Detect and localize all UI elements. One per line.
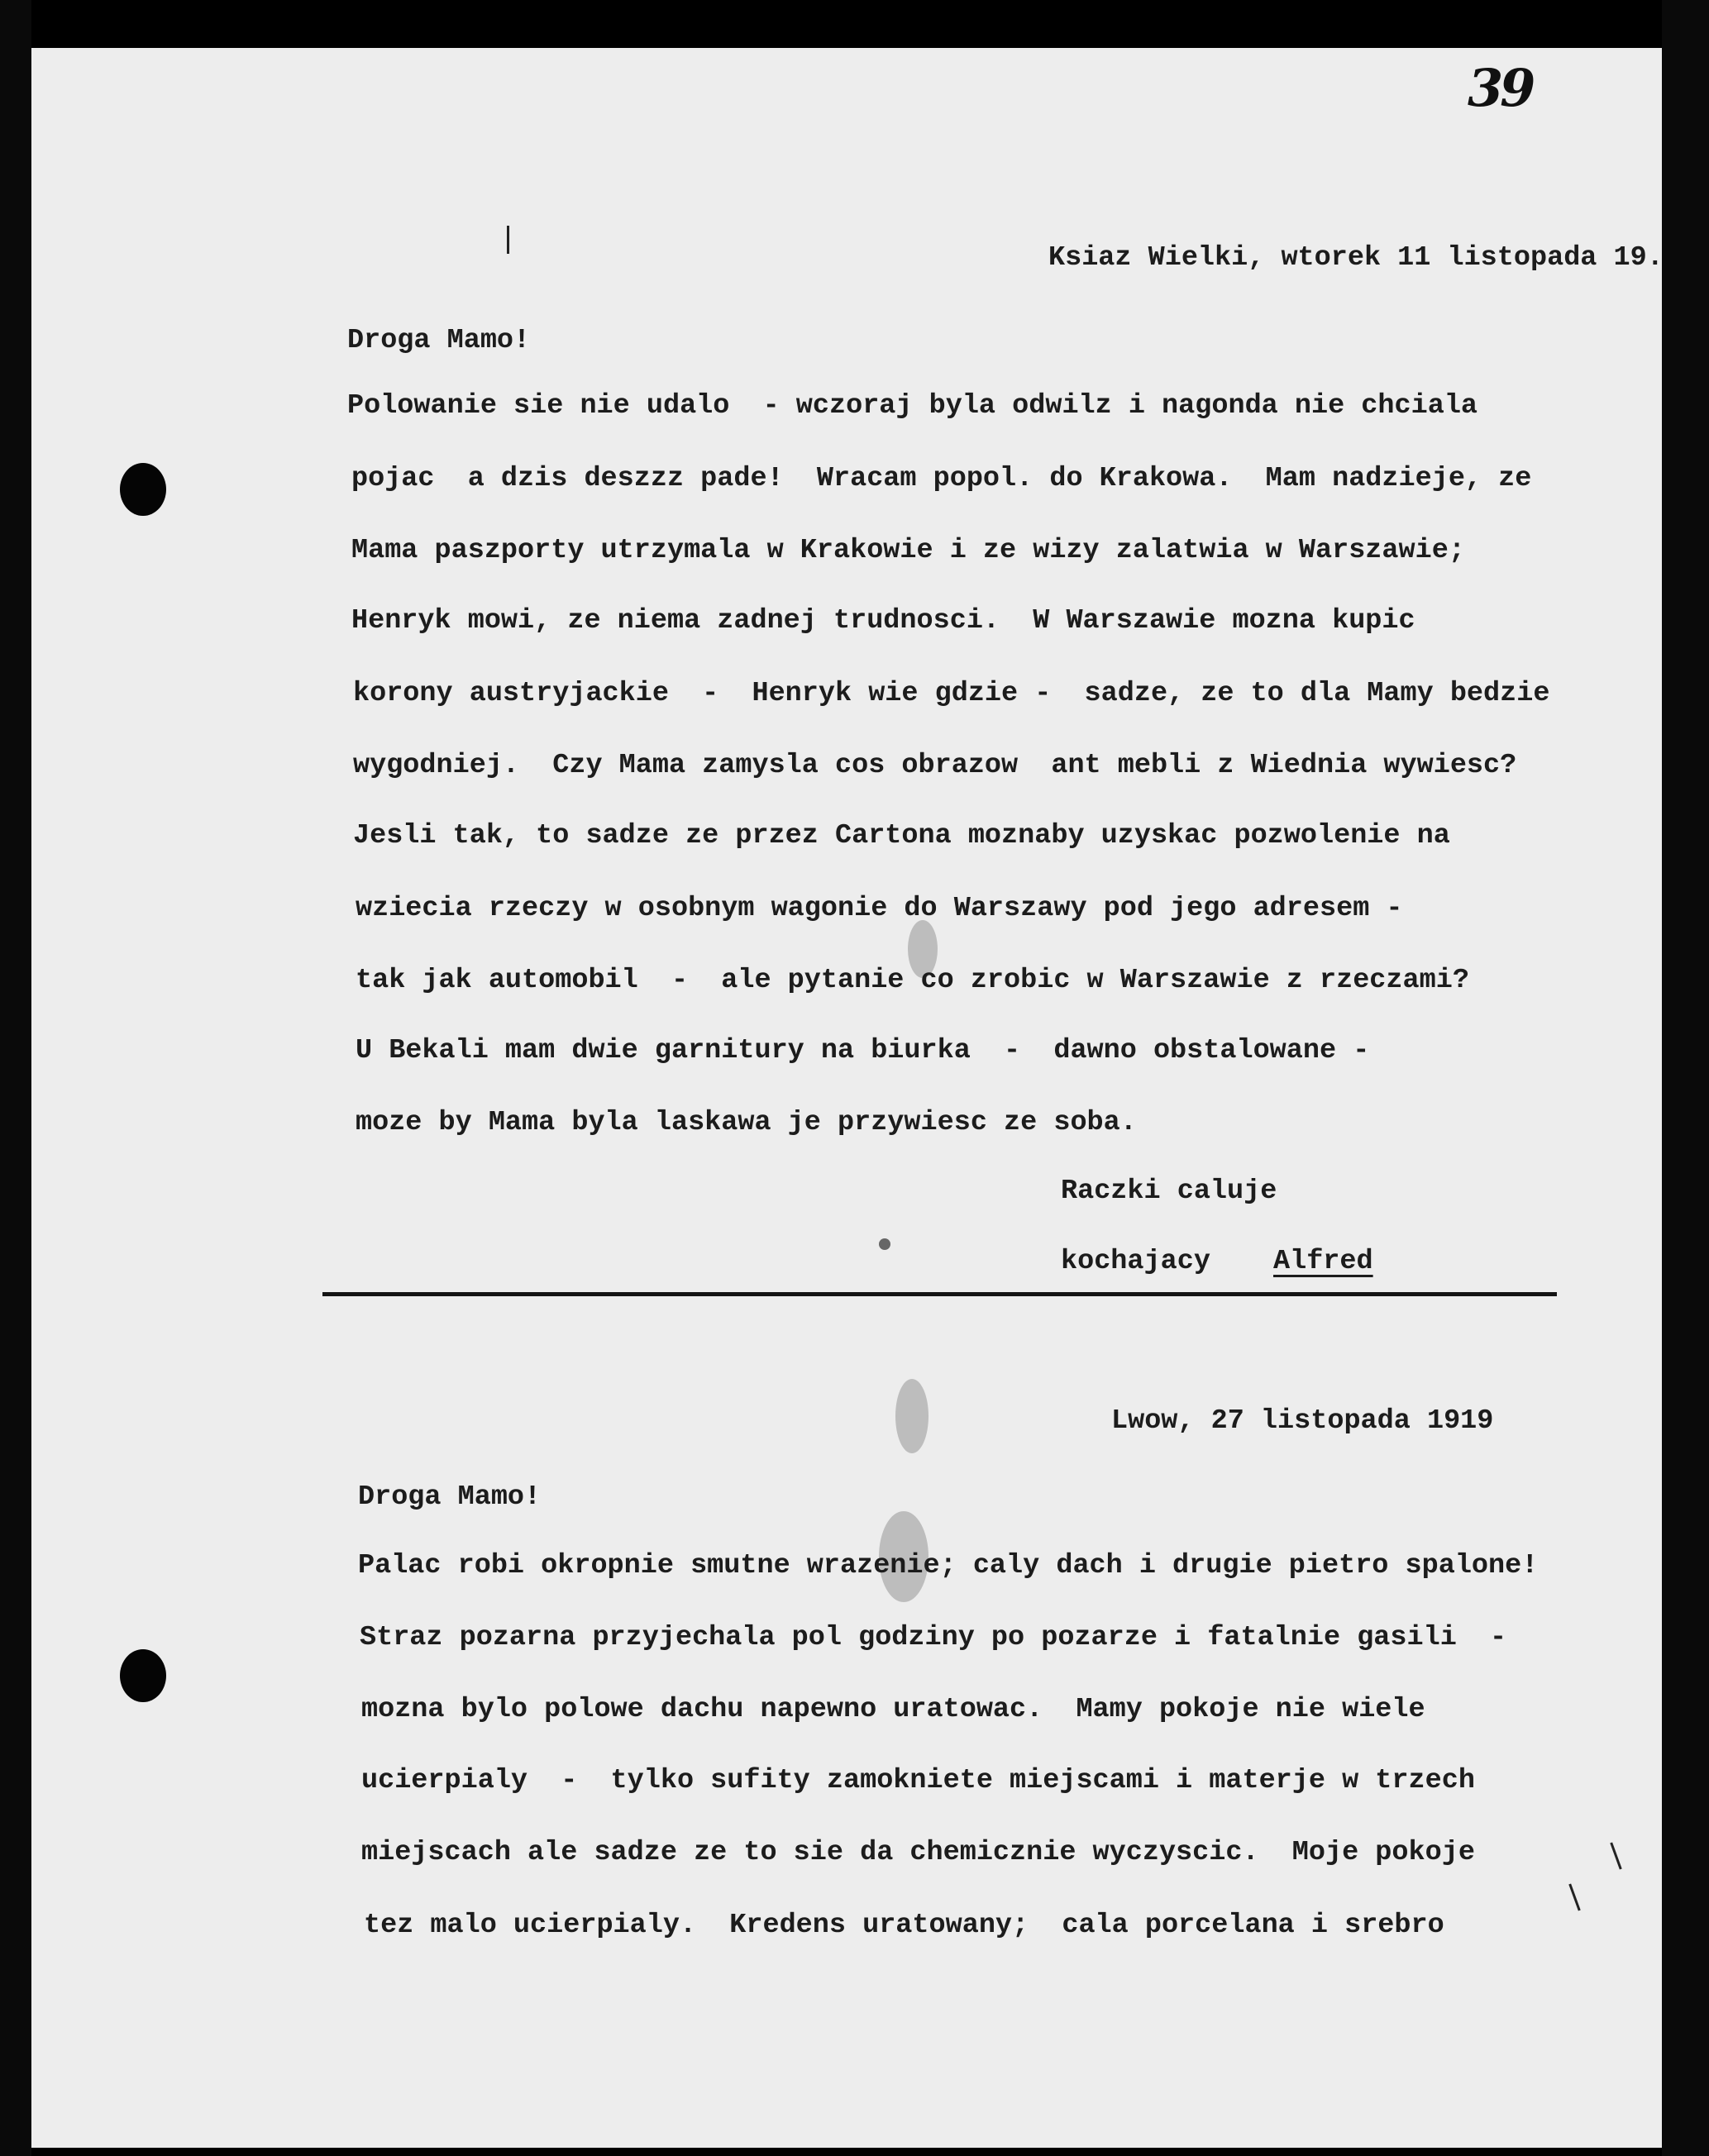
page-number: 39 — [1468, 58, 1533, 118]
letter1-line-10: U Bekali mam dwie garnitury na biurka - dawno obstalowane - — [356, 1035, 1370, 1066]
punch-hole — [120, 1649, 166, 1702]
letter1-date: Ksiaz Wielki, wtorek 11 listopada 19. — [1048, 242, 1664, 274]
scan-artifact — [895, 1379, 928, 1453]
scan-mark — [1568, 1884, 1580, 1911]
letter1-salutation: Droga Mamo! — [347, 325, 531, 356]
scan-mark — [507, 226, 509, 254]
letter2-line-3: mozna bylo polowe dachu napewno uratowac. Mamy pokoje nie wiele — [361, 1694, 1425, 1725]
document-page — [31, 48, 1662, 2148]
letter2-line-1: Palac robi okropnie smutne wrazenie; caly dach i drugie pietro spalone! — [358, 1550, 1539, 1581]
letter1-line-5: korony austryjackie - Henryk wie gdzie - sadze, ze to dla Mamy bedzie — [353, 678, 1550, 709]
letter1-line-2: pojac a dzis deszzz pade! Wracam popol. do Krakowa. Mam nadzieje, ze — [351, 463, 1532, 494]
letter1-line-8: wziecia rzeczy w osobnym wagonie do Warszawy pod jego adresem - — [356, 893, 1403, 924]
letter1-signature: Alfred — [1273, 1246, 1373, 1277]
letter2-salutation: Droga Mamo! — [358, 1481, 542, 1513]
letter2-line-2: Straz pozarna przyjechala pol godziny po pozarze i fatalnie gasili - — [360, 1622, 1507, 1653]
section-divider — [322, 1292, 1557, 1296]
letter1-signoff-prefix: kochajacy — [1061, 1246, 1210, 1277]
letter1-line-11: moze by Mama byla laskawa je przywiesc ze soba. — [356, 1107, 1137, 1138]
letter2-date: Lwow, 27 listopada 1919 — [1111, 1405, 1494, 1437]
letter1-closing: Raczki caluje — [1061, 1176, 1277, 1207]
letter1-line-9: tak jak automobil - ale pytanie co zrobic w Warszawie z rzeczami? — [356, 965, 1469, 996]
letter1-line-4: Henryk mowi, ze niema zadnej trudnosci. W Warszawie mozna kupic — [351, 605, 1415, 637]
letter2-line-5: miejscach ale sadze ze to sie da chemicznie wyczyscic. Moje pokoje — [361, 1837, 1475, 1868]
letter1-line-7: Jesli tak, to sadze ze przez Cartona moznaby uzyskac pozwolenie na — [353, 820, 1450, 851]
scan-mark — [1610, 1843, 1621, 1870]
letter1-line-3: Mama paszporty utrzymala w Krakowie i ze wizy zalatwia w Warszawie; — [351, 535, 1465, 566]
letter1-line-1: Polowanie sie nie udalo - wczoraj byla odwilz i nagonda nie chciala — [347, 390, 1478, 422]
punch-hole — [120, 463, 166, 516]
scan-border-right — [1662, 0, 1709, 2156]
scan-border-left — [0, 0, 31, 2156]
letter1-line-6: wygodniej. Czy Mama zamysla cos obrazow ant mebli z Wiednia wywiesc? — [353, 750, 1517, 781]
scan-artifact — [879, 1238, 890, 1250]
letter2-line-4: ucierpialy - tylko sufity zamokniete miejscami i materje w trzech — [361, 1765, 1475, 1796]
letter2-line-6: tez malo ucierpialy. Kredens uratowany; cala porcelana i srebro — [364, 1910, 1444, 1941]
